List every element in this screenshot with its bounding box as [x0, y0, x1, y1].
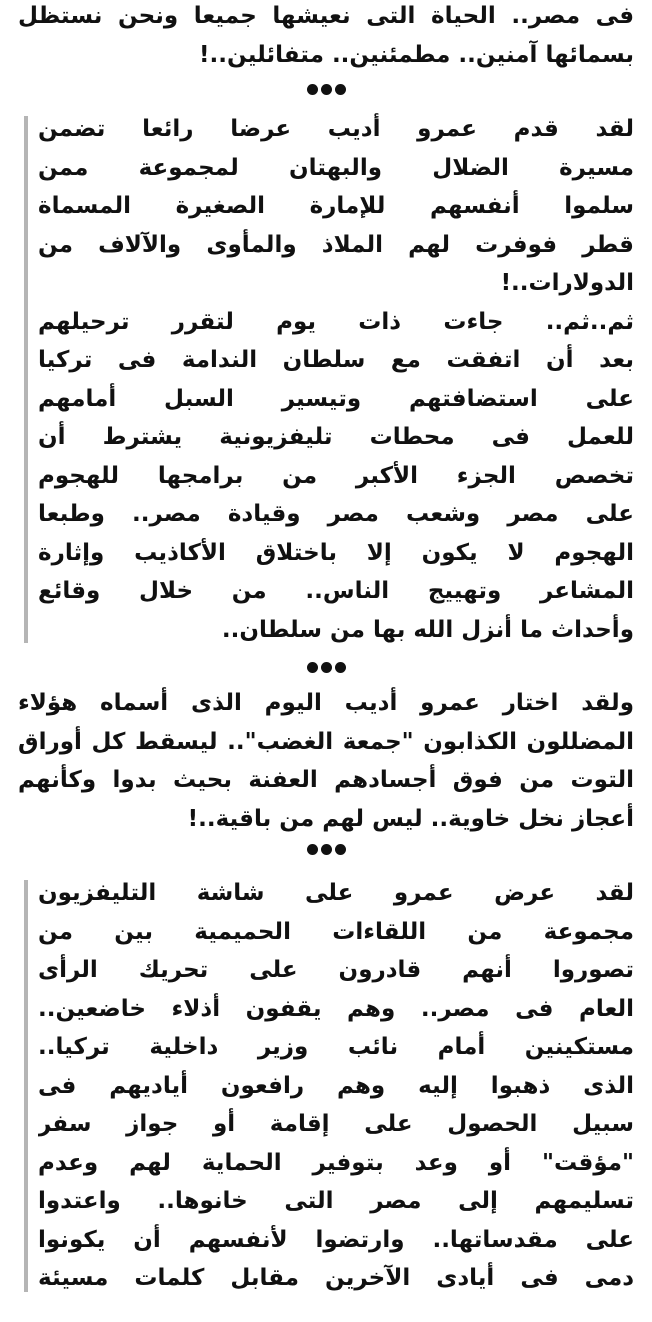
separator-dot — [307, 844, 318, 855]
text-line: على مصر وشعب مصر وقيادة مصر.. وطبعا — [38, 501, 634, 527]
article-column — [18, 0, 634, 1298]
text-line: دمى فى أيادى الآخرين مقابل كلمات مسيئة — [38, 1265, 634, 1291]
text-line: لقد قدم عمرو أديب عرضا رائعا تضمن — [38, 116, 634, 142]
text-line: تصوروا أنهم قادرون على تحريك الرأى — [38, 957, 634, 983]
text-line: قطر فوفرت لهم الملاذ والمأوى والآلاف من — [38, 231, 634, 258]
section-separator — [18, 834, 634, 864]
section-3-paragraph — [18, 874, 634, 1298]
text-line: على استضافتهم وتيسير السبل أمامهم — [38, 385, 634, 412]
text-line: المشاعر وتهييج الناس.. من خلال وقائع — [38, 578, 634, 604]
section-separator — [18, 652, 634, 682]
intro-paragraph — [18, 0, 634, 74]
text-line: بعد أن اتفقت مع سلطان الندامة فى تركيا — [38, 347, 634, 373]
text-line: لقد عرض عمرو على شاشة التليفزيون — [38, 880, 634, 906]
text-line: تسليمهم إلى مصر التى خانوها.. واعتدوا — [38, 1188, 634, 1214]
separator-dot — [335, 84, 346, 95]
text-line: "مؤقت" أو وعد بتوفير الحماية لهم وعدم — [38, 1149, 634, 1176]
text-line: وأحداث ما أنزل الله بها من سلطان.. — [221, 616, 634, 643]
text-line: سلموا أنفسهم للإمارة الصغيرة المسماة — [38, 193, 634, 219]
text-line: تخصص الجزء الأكبر من برامجها للهجوم — [38, 462, 634, 489]
separator-dot — [335, 662, 346, 673]
text-line: العام فى مصر.. وهم يقفون أذلاء خاضعين.. — [38, 995, 634, 1022]
text-line: مستكينين أمام نائب وزير داخلية تركيا.. — [38, 1034, 634, 1060]
separator-dot — [307, 662, 318, 673]
text-line: الهجوم لا يكون إلا باختلاق الأكاذيب وإثارة — [38, 539, 634, 566]
text-line: المضللون الكذابون "جمعة الغضب".. ليسقط كل أوراق — [18, 728, 634, 755]
text-line: على مقدساتها.. وارتضوا لأنفسهم أن يكونوا — [38, 1226, 634, 1253]
text-line: مسيرة الضلال والبهتان لمجموعة ممن — [38, 154, 634, 181]
text-line: بسمائها آمنين.. مطمئنين.. متفائلين..! — [199, 41, 634, 68]
text-line: أعجاز نخل خاوية.. ليس لهم من باقية..! — [187, 805, 634, 832]
text-line: التوت من فوق أجسادهم العفنة بحيث بدوا وكأنهم — [18, 767, 634, 793]
separator-dot — [321, 84, 332, 95]
text-line: فى مصر.. الحياة التى نعيشها جميعا ونحن نستظل — [18, 3, 634, 29]
text-line: ثم..ثم.. جاءت ذات يوم لتقرر ترحيلهم — [38, 308, 634, 335]
separator-dot — [335, 844, 346, 855]
section-1-paragraph — [18, 110, 634, 649]
section-separator — [18, 74, 634, 104]
text-line: ولقد اختار عمرو أديب اليوم الذى أسماه هؤلاء — [18, 690, 634, 716]
text-line: سبيل الحصول على إقامة أو جواز سفر — [38, 1111, 634, 1137]
separator-dot — [307, 84, 318, 95]
text-line: مجموعة من اللقاءات الحميمية بين من — [38, 918, 634, 945]
separator-dot — [321, 662, 332, 673]
text-line: للعمل فى محطات تليفزيونية يشترط أن — [38, 424, 634, 450]
separator-dot — [321, 844, 332, 855]
text-line: الدولارات..! — [500, 270, 634, 296]
text-line: الذى ذهبوا إليه وهم رافعون أياديهم فى — [38, 1072, 634, 1099]
section-2-paragraph — [18, 684, 634, 838]
